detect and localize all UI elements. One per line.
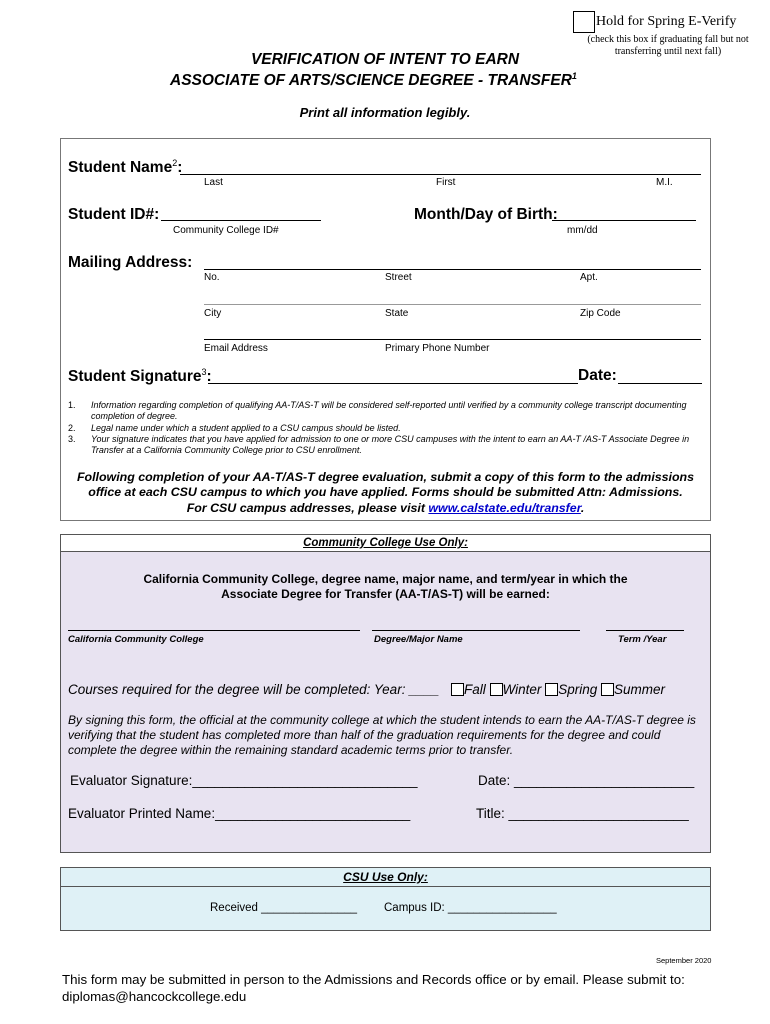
fall-checkbox[interactable] — [451, 683, 464, 696]
cc-col-college: California Community College — [68, 634, 204, 645]
csu-header — [60, 867, 711, 887]
student-date-label: Date: — [578, 367, 617, 384]
calstate-transfer-link[interactable]: www.calstate.edu/transfer — [428, 500, 581, 515]
address-sub-apt: Apt. — [580, 272, 598, 283]
student-name-footnote: 2 — [172, 158, 178, 168]
hold-note-2: transferring until next fall) — [614, 46, 722, 57]
summer-checkbox[interactable] — [601, 683, 614, 696]
submission-line-3 — [62, 501, 709, 516]
student-name-text: Student Name — [68, 159, 173, 177]
address-sub-zip: Zip Code — [580, 308, 621, 319]
signing-statement: By signing this form, the official at the community college at which the student intends to earn the AA-T/AS-T degree is verifying that the student has completed more than half of the graduation requirements for the degree and could complete the degree within the remaining standard academic terms prior to transfer. — [68, 713, 696, 758]
address-line-1[interactable] — [204, 269, 701, 270]
print-instruction: Print all information legibly. — [299, 105, 471, 120]
student-date-line[interactable] — [618, 383, 702, 384]
student-name-label — [68, 158, 182, 177]
cc-intro-line-1: California Community College, degree name, major name, and term/year in which the — [143, 572, 628, 586]
cc-header-text: Community College Use Only: — [303, 537, 468, 549]
evaluator-signature-field[interactable]: Evaluator Signature:______________________________ — [70, 773, 418, 788]
cc-college-line[interactable] — [68, 630, 360, 631]
winter-checkbox[interactable] — [490, 683, 503, 696]
cc-intro-line-2: Associate Degree for Transfer (AA-T/AS-T) will be earned: — [221, 587, 550, 601]
submission-line-3-text: For CSU campus addresses, please visit — [186, 500, 429, 515]
dob-line[interactable] — [552, 220, 696, 221]
title-line-2-text: ASSOCIATE OF ARTS/SCIENCE DEGREE - TRANSFER — [170, 72, 572, 90]
evaluator-title-field[interactable]: Title: ________________________ — [476, 806, 689, 821]
title-footnote-marker: 1 — [571, 71, 577, 81]
term-spring: Spring — [558, 682, 598, 697]
evaluator-date-field[interactable]: Date: ________________________ — [478, 773, 695, 788]
address-sub-email: Email Address — [204, 343, 268, 354]
student-signature-label — [68, 367, 212, 386]
hold-checkbox[interactable] — [573, 11, 595, 33]
student-section-box — [60, 138, 711, 521]
footnotes — [68, 400, 704, 456]
form-date-stamp: September 2020 — [656, 956, 712, 965]
term-fall: Fall — [464, 682, 486, 697]
submission-instructions — [62, 470, 709, 516]
dob-label: Month/Day of Birth: — [414, 206, 558, 223]
footnote-1-num: 1. — [68, 400, 76, 410]
cc-header — [60, 534, 711, 552]
footnote-1 — [68, 400, 704, 423]
address-sub-street: Street — [385, 272, 412, 283]
hold-label: Hold for Spring E-Verify — [596, 14, 737, 29]
spring-checkbox[interactable] — [545, 683, 558, 696]
footnote-1-text: Information regarding completion of qualifying AA-T/AS-T will be considered self-reported until verified by a community college transcript documenting completion of degree. — [91, 400, 687, 422]
cc-col-degree: Degree/Major Name — [374, 634, 463, 645]
student-signature-line[interactable] — [208, 383, 578, 384]
courses-required-label: Courses required for the degree will be completed: Year: ____ — [68, 682, 440, 697]
mailing-address-label: Mailing Address: — [68, 254, 193, 271]
student-name-colon: : — [177, 159, 183, 177]
name-sub-last: Last — [204, 177, 223, 188]
signature-colon: : — [206, 368, 212, 386]
footnote-2 — [68, 423, 704, 434]
student-id-label: Student ID#: — [68, 206, 160, 223]
footnote-3-text: Your signature indicates that you have applied for admission to one or more CSU campuses with the intent to earn an AA-T /AS-T Associate Degree in Transfer at a California Community College prior to CSU enrollment. — [91, 433, 690, 456]
submission-line-2: office at each CSU campus to which you have applied. Forms should be submitted Attn: Admissions. — [88, 485, 683, 500]
name-sub-first: First — [436, 177, 456, 188]
title-line-1: VERIFICATION OF INTENT TO EARN — [250, 51, 520, 68]
bottom-email: diplomas@hancockcollege.edu — [62, 989, 247, 1004]
address-line-2[interactable] — [204, 304, 701, 305]
signature-footnote: 3 — [201, 367, 207, 377]
courses-required-row — [68, 682, 665, 697]
csu-header-text: CSU Use Only: — [343, 870, 428, 884]
hold-note-1: (check this box if graduating fall but not — [587, 34, 749, 45]
cc-intro — [60, 572, 711, 602]
address-sub-state: State — [385, 308, 409, 319]
address-sub-city: City — [204, 308, 222, 319]
cc-term-line[interactable] — [606, 630, 684, 631]
address-sub-no: No. — [204, 272, 220, 283]
footnote-2-num: 2. — [68, 422, 76, 433]
footnote-3 — [68, 434, 704, 457]
address-sub-phone: Primary Phone Number — [385, 343, 490, 354]
submission-line-1: Following completion of your AA-T/AS-T degree evaluation, submit a copy of this form to the admissions — [76, 470, 695, 484]
evaluator-name-field[interactable]: Evaluator Printed Name:__________________________ — [68, 806, 411, 821]
csu-received-field[interactable]: Received _______________ — [210, 902, 358, 914]
term-winter: Winter — [502, 682, 542, 697]
student-name-line[interactable] — [180, 174, 701, 175]
dob-sub: mm/dd — [567, 225, 598, 236]
address-line-3[interactable] — [204, 339, 701, 340]
bottom-note-line-1: This form may be submitted in person to the Admissions and Records office or by email. Please submit to: — [62, 972, 685, 987]
csu-campus-id-field[interactable]: Campus ID: _________________ — [384, 902, 557, 914]
term-summer: Summer — [613, 682, 665, 697]
student-id-sub: Community College ID# — [173, 225, 279, 236]
name-sub-mi: M.I. — [656, 177, 673, 188]
cc-col-term: Term /Year — [618, 634, 667, 645]
submission-line-3-end: . — [580, 500, 585, 515]
cc-degree-line[interactable] — [372, 630, 580, 631]
title-line-2 — [170, 71, 577, 90]
signature-text: Student Signature — [68, 368, 202, 386]
footnote-3-num: 3. — [68, 433, 76, 444]
student-id-line[interactable] — [161, 220, 321, 221]
footnote-2-text: Legal name under which a student applied to a CSU campus should be listed. — [91, 422, 401, 433]
